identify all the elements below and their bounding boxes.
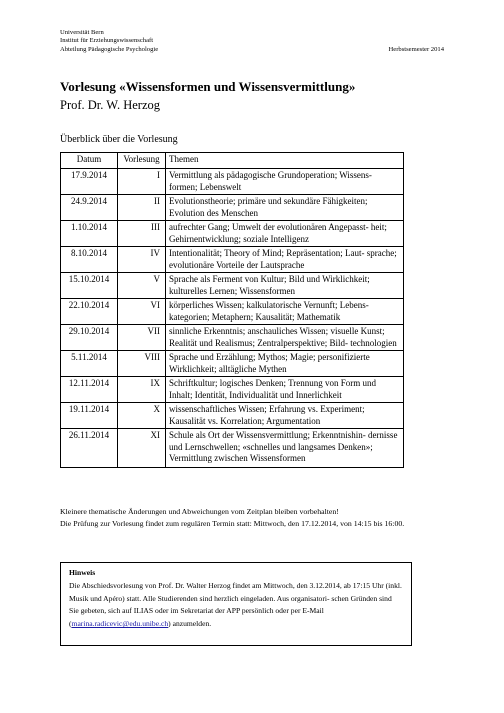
- lecturer-name: Prof. Dr. W. Herzog: [60, 98, 160, 112]
- row-date: 12.11.2014: [61, 377, 118, 403]
- row-lecture-number: VIII: [118, 351, 166, 377]
- table-row: [61, 221, 404, 247]
- row-lecture-number: I: [118, 169, 166, 195]
- table-row: [61, 247, 404, 273]
- row-date: 29.10.2014: [61, 325, 118, 351]
- row-topics: aufrechter Gang; Umwelt der evolutionären Angepasst- heit; Gehirnentwicklung; soziale Intelligenz: [166, 221, 404, 247]
- row-topics: Schule als Ort der Wissensvermittlung; Erkenntnishin- dernisse und Lernschwellen; «schnelles und langsames Denken»; Vermittlung zwischen Wissensformen: [166, 429, 404, 468]
- row-date: 22.10.2014: [61, 299, 118, 325]
- row-topics: Sprache und Erzählung; Mythos; Magie; personifizierte Wirklichkeit; alltägliche Mythen: [166, 351, 404, 377]
- table-row: [61, 195, 404, 221]
- row-date: 17.9.2014: [61, 169, 118, 195]
- row-lecture-number: V: [118, 273, 166, 299]
- row-lecture-number: IX: [118, 377, 166, 403]
- table-row: [61, 325, 404, 351]
- table-row: [61, 377, 404, 403]
- header-date: Datum: [61, 153, 118, 169]
- email-link[interactable]: marina.radicevic@edu.unibe.ch: [71, 619, 169, 629]
- row-lecture-number: IV: [118, 247, 166, 273]
- row-lecture-number: XI: [118, 429, 166, 468]
- table-row: [61, 273, 404, 299]
- department-name: Abteilung Pädagogische Psychologie: [60, 45, 159, 53]
- row-lecture-number: III: [118, 221, 166, 247]
- schedule-table: [60, 152, 404, 468]
- overview-heading: Überblick über die Vorlesung: [60, 134, 178, 145]
- row-topics: Vermittlung als pädagogische Grundoperation; Wissens- formen; Lebenswelt: [166, 169, 404, 195]
- hinweis-title: Hinweis: [69, 568, 96, 577]
- row-lecture-number: VI: [118, 299, 166, 325]
- row-date: 8.10.2014: [61, 247, 118, 273]
- hinweis-box: [60, 562, 412, 646]
- hinweis-text-before: Die Abschiedsvorlesung von Prof. Dr. Walter Herzog findet am Mittwoch, den 3.12.2014, ab 17:15 Uhr (inkl. Musik und Apéro) statt. Alle Studierenden sind herzlich eingeladen. Aus organisatori- schen Gründen sind Sie gebeten, sich auf ILIAS oder im Sekretariat der APP persönlich oder per E-Mail (: [69, 580, 402, 629]
- row-date: 26.11.2014: [61, 429, 118, 468]
- row-date: 1.10.2014: [61, 221, 118, 247]
- row-topics: Sprache als Ferment von Kultur; Bild und Wirklichkeit; kulturelles Lernen; Wissensformen: [166, 273, 404, 299]
- semester-label: Herbstsemester 2014: [388, 45, 444, 53]
- lecture-title: Vorlesung «Wissensformen und Wissensvermittlung»: [60, 79, 356, 94]
- table-row: [61, 403, 404, 429]
- table-row: [61, 351, 404, 377]
- table-row: [61, 169, 404, 195]
- schedule-header-row: [61, 153, 404, 169]
- header-topics: Themen: [166, 153, 404, 169]
- university-name: Universität Bern: [60, 29, 104, 36]
- hinweis-text-after: ) anzumelden.: [168, 619, 212, 629]
- row-date: 5.11.2014: [61, 351, 118, 377]
- document-header: [60, 29, 444, 54]
- row-topics: körperliches Wissen; kalkulatorische Vernunft; Lebens- kategorien; Metaphern; Kausalität; Mathematik: [166, 299, 404, 325]
- row-topics: Schriftkultur; logisches Denken; Trennung von Form und Inhalt; Identität, Individualität und Innerlichkeit: [166, 377, 404, 403]
- hinweis-text: [69, 580, 403, 631]
- row-topics: Evolutionstheorie; primäre und sekundäre Fähigkeiten; Evolution des Menschen: [166, 195, 404, 221]
- table-row: [61, 429, 404, 468]
- row-date: 24.9.2014: [61, 195, 118, 221]
- row-lecture-number: VII: [118, 325, 166, 351]
- row-topics: Intentionalität; Theory of Mind; Repräsentation; Laut- sprache; evolutionäre Vorteile der Lautsprache: [166, 247, 404, 273]
- row-topics: sinnliche Erkenntnis; anschauliches Wissen; visuelle Kunst; Realität und Realismus; Zentralperspektive; Bild- technologien: [166, 325, 404, 351]
- exam-info: Die Prüfung zur Vorlesung findet zum regulären Termin statt: Mittwoch, den 17.12.2014, von 14:15 bis 16:00.: [60, 519, 405, 528]
- row-topics: wissenschaftliches Wissen; Erfahrung vs. Experiment; Kausalität vs. Korrelation; Argumentation: [166, 403, 404, 429]
- change-disclaimer: Kleinere thematische Änderungen und Abweichungen vom Zeitplan bleiben vorbehalten!: [60, 507, 339, 516]
- row-date: 19.11.2014: [61, 403, 118, 429]
- schedule-notes: [60, 506, 420, 530]
- table-row: [61, 299, 404, 325]
- institute-name: Institut für Erziehungswissenschaft: [60, 37, 154, 45]
- row-lecture-number: X: [118, 403, 166, 429]
- header-lecture: Vorlesung: [118, 153, 166, 169]
- row-lecture-number: II: [118, 195, 166, 221]
- row-date: 15.10.2014: [61, 273, 118, 299]
